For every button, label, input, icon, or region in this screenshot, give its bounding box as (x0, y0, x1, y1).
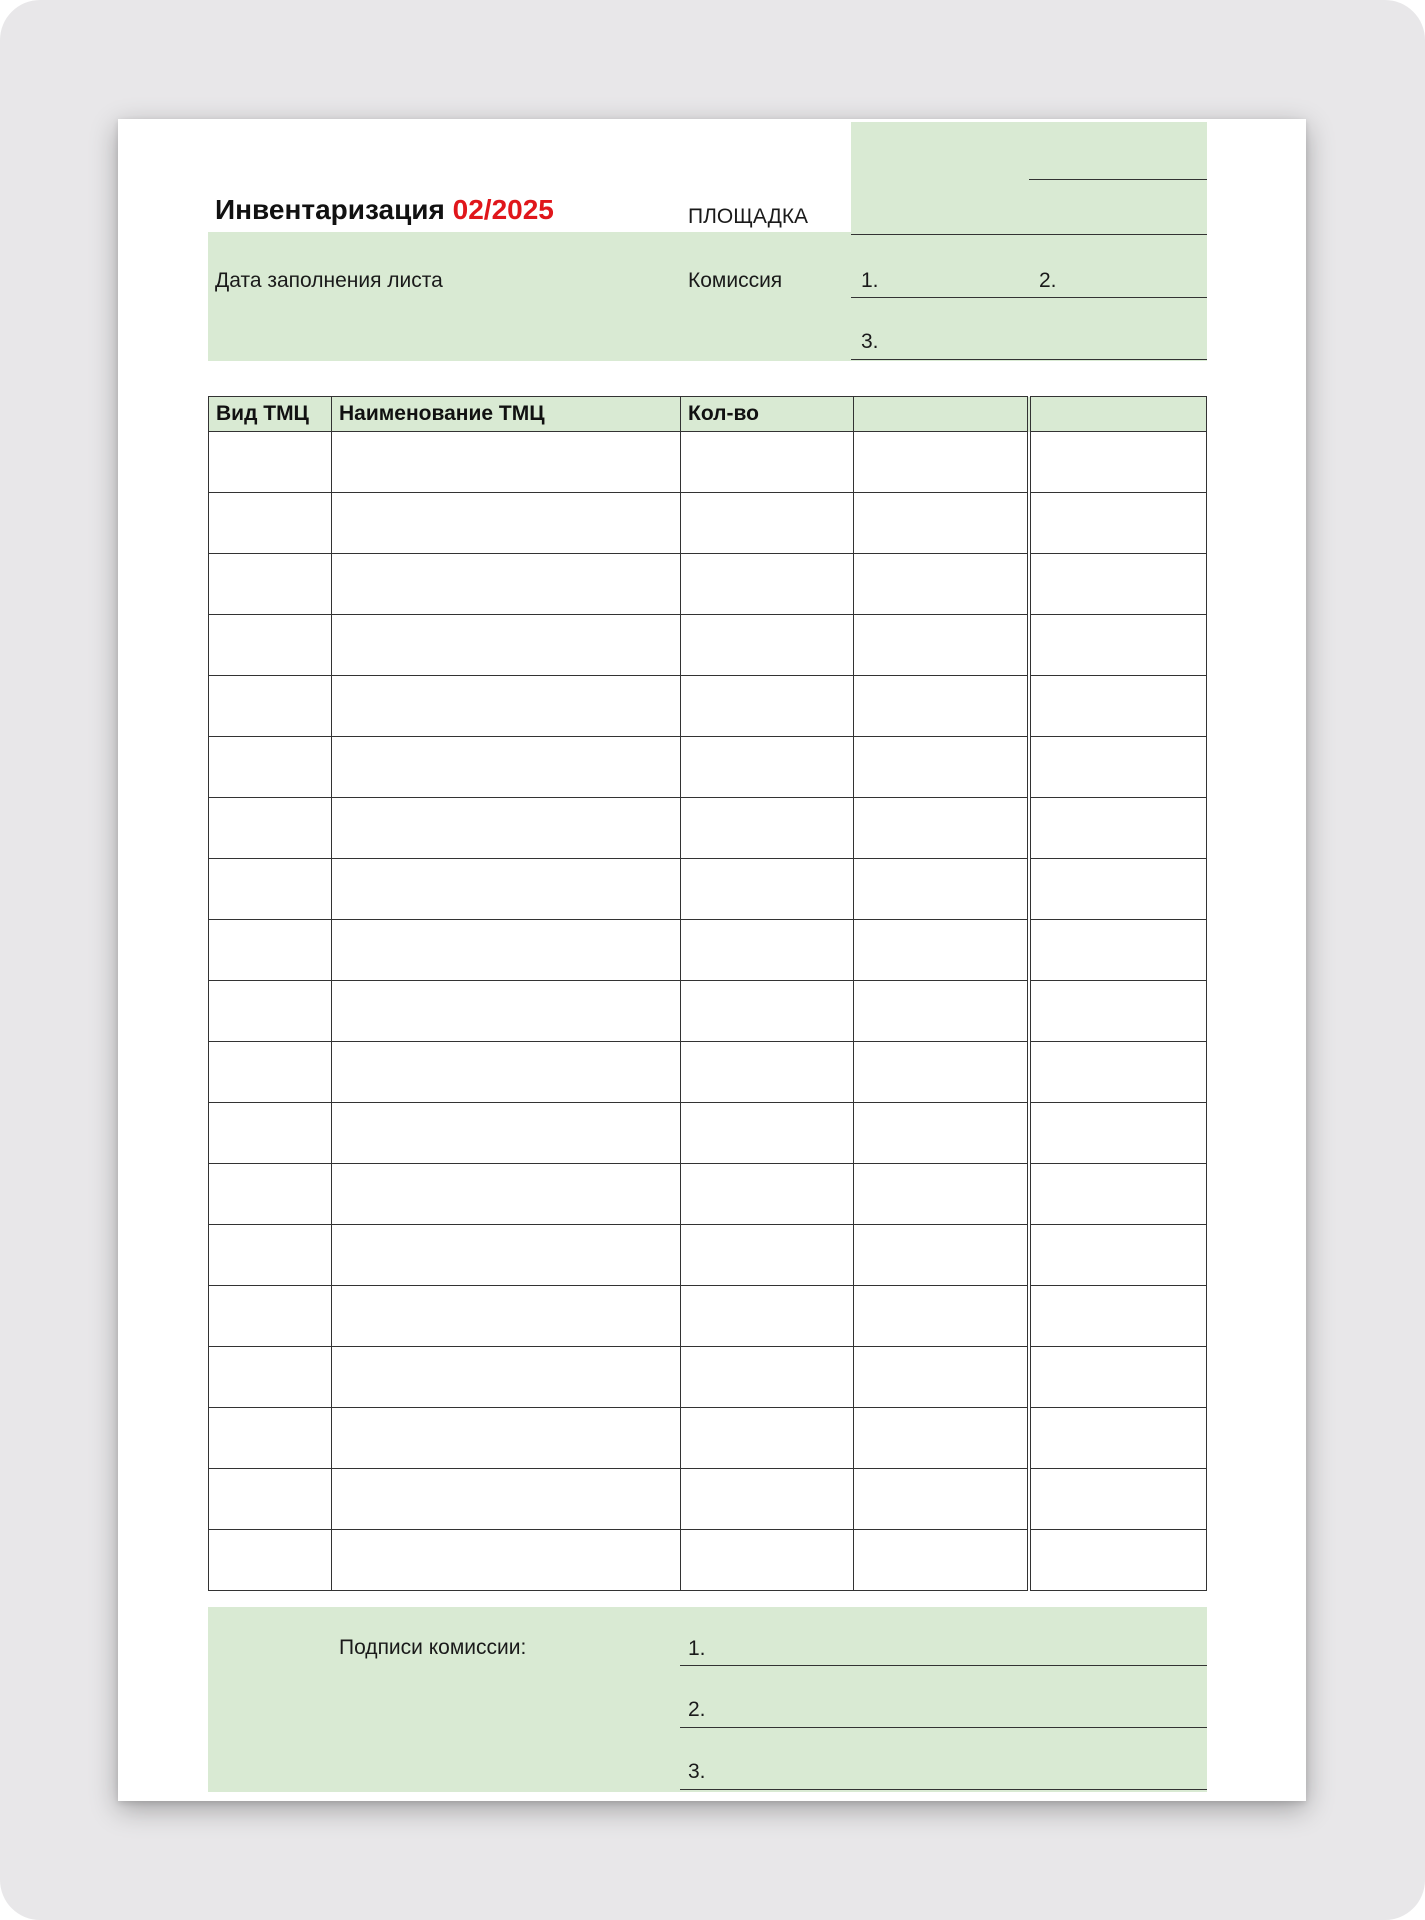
table-cell[interactable] (1029, 615, 1207, 676)
table-cell[interactable] (681, 1347, 854, 1408)
table-cell[interactable] (332, 554, 681, 615)
table-row (209, 1408, 1207, 1469)
table-cell[interactable] (681, 920, 854, 981)
table-cell[interactable] (854, 554, 1029, 615)
table-cell[interactable] (209, 493, 332, 554)
site-label: ПЛОЩАДКА (688, 205, 809, 228)
table-cell[interactable] (681, 1225, 854, 1286)
table-cell[interactable] (1029, 1164, 1207, 1225)
table-cell[interactable] (209, 1469, 332, 1530)
table-cell[interactable] (681, 432, 854, 493)
table-row (209, 554, 1207, 615)
table-cell[interactable] (854, 493, 1029, 554)
table-cell[interactable] (332, 1042, 681, 1103)
table-cell[interactable] (332, 493, 681, 554)
table-row (209, 859, 1207, 920)
column-header-name: Наименование ТМЦ (332, 397, 681, 432)
signature-slot-2: 2. (688, 1698, 706, 1721)
column-header-extra-2 (1029, 397, 1207, 432)
table-cell[interactable] (681, 1042, 854, 1103)
table-cell[interactable] (854, 798, 1029, 859)
commission-slot-3: 3. (861, 330, 879, 353)
table-cell[interactable] (1029, 1286, 1207, 1347)
fill-date-label: Дата заполнения листа (215, 269, 443, 292)
table-cell[interactable] (332, 920, 681, 981)
table-row (209, 920, 1207, 981)
table-cell[interactable] (332, 1225, 681, 1286)
table-cell[interactable] (1029, 1408, 1207, 1469)
table-row (209, 676, 1207, 737)
table-cell[interactable] (209, 1042, 332, 1103)
site-field-underline[interactable] (851, 234, 1207, 235)
table-cell[interactable] (332, 1164, 681, 1225)
table-cell[interactable] (332, 1286, 681, 1347)
table-cell[interactable] (209, 1225, 332, 1286)
signature-line-3[interactable] (680, 1789, 1207, 1790)
table-cell[interactable] (681, 493, 854, 554)
table-cell[interactable] (209, 1408, 332, 1469)
commission-slot-2: 2. (1039, 269, 1057, 292)
table-cell[interactable] (332, 798, 681, 859)
table-row (209, 1530, 1207, 1591)
table-row (209, 798, 1207, 859)
table-cell[interactable] (209, 981, 332, 1042)
table-cell[interactable] (1029, 737, 1207, 798)
table-cell[interactable] (854, 1469, 1029, 1530)
table-cell[interactable] (681, 615, 854, 676)
table-cell[interactable] (1029, 432, 1207, 493)
table-cell[interactable] (209, 1103, 332, 1164)
table-cell[interactable] (1029, 1042, 1207, 1103)
table-row (209, 1286, 1207, 1347)
table-cell[interactable] (854, 1530, 1029, 1591)
table-cell[interactable] (209, 1347, 332, 1408)
table-cell[interactable] (1029, 1103, 1207, 1164)
title-text: Инвентаризация (215, 194, 445, 225)
table-cell[interactable] (209, 1164, 332, 1225)
column-header-type: Вид ТМЦ (209, 397, 332, 432)
table-cell[interactable] (209, 432, 332, 493)
page-title (215, 194, 554, 226)
table-row (209, 981, 1207, 1042)
table-cell[interactable] (681, 981, 854, 1042)
column-header-extra-1 (854, 397, 1029, 432)
table-cell[interactable] (854, 1408, 1029, 1469)
table-cell[interactable] (854, 859, 1029, 920)
signatures-label: Подписи комиссии: (339, 1636, 527, 1659)
table-cell[interactable] (854, 737, 1029, 798)
site-field-bg (851, 122, 1207, 232)
table-cell[interactable] (209, 737, 332, 798)
table-cell[interactable] (209, 798, 332, 859)
table-cell[interactable] (854, 432, 1029, 493)
table-cell[interactable] (1029, 798, 1207, 859)
signature-slot-1: 1. (688, 1637, 706, 1660)
table-cell[interactable] (209, 676, 332, 737)
table-cell[interactable] (1029, 981, 1207, 1042)
table-cell[interactable] (332, 737, 681, 798)
commission-slot-1: 1. (861, 269, 879, 292)
table-cell[interactable] (681, 1103, 854, 1164)
table-cell[interactable] (1029, 493, 1207, 554)
table-cell[interactable] (1029, 859, 1207, 920)
commission-line-1[interactable] (851, 297, 1207, 298)
table-cell[interactable] (209, 859, 332, 920)
table-cell[interactable] (854, 1225, 1029, 1286)
table-cell[interactable] (681, 798, 854, 859)
table-row (209, 1225, 1207, 1286)
table-cell[interactable] (854, 920, 1029, 981)
table-body (209, 432, 1207, 1591)
table-cell[interactable] (854, 1347, 1029, 1408)
signature-line-1[interactable] (680, 1665, 1207, 1666)
table-cell[interactable] (854, 981, 1029, 1042)
table-row (209, 493, 1207, 554)
signature-line-2[interactable] (680, 1727, 1207, 1728)
table-cell[interactable] (332, 1408, 681, 1469)
table-cell[interactable] (332, 615, 681, 676)
signatures-bg (208, 1607, 1207, 1792)
table-cell[interactable] (1029, 554, 1207, 615)
period-text: 02/2025 (452, 194, 554, 225)
signature-slot-3: 3. (688, 1760, 706, 1783)
table-cell[interactable] (854, 676, 1029, 737)
table-cell[interactable] (681, 1530, 854, 1591)
table-cell[interactable] (1029, 1225, 1207, 1286)
table-cell[interactable] (209, 1530, 332, 1591)
table-cell[interactable] (681, 676, 854, 737)
table-cell[interactable] (209, 554, 332, 615)
table-cell[interactable] (681, 1164, 854, 1225)
table-cell[interactable] (332, 1530, 681, 1591)
table-cell[interactable] (854, 615, 1029, 676)
inventory-table (208, 396, 1207, 1591)
table-row (209, 1042, 1207, 1103)
table-cell[interactable] (332, 1347, 681, 1408)
table-header-row (209, 397, 1207, 432)
table-cell[interactable] (854, 1042, 1029, 1103)
table-cell[interactable] (209, 920, 332, 981)
table-cell[interactable] (681, 737, 854, 798)
table-cell[interactable] (681, 859, 854, 920)
table-cell[interactable] (332, 432, 681, 493)
column-header-quantity: Кол-во (681, 397, 854, 432)
table-cell[interactable] (1029, 1469, 1207, 1530)
table-cell[interactable] (681, 1408, 854, 1469)
table-row (209, 737, 1207, 798)
site-field-line[interactable] (1029, 179, 1207, 180)
table-cell[interactable] (1029, 920, 1207, 981)
table-cell[interactable] (209, 1286, 332, 1347)
table-cell[interactable] (332, 1469, 681, 1530)
table-cell[interactable] (854, 1286, 1029, 1347)
table-cell[interactable] (681, 1469, 854, 1530)
table-cell[interactable] (1029, 1347, 1207, 1408)
table-cell[interactable] (332, 676, 681, 737)
table-cell[interactable] (209, 615, 332, 676)
table-cell[interactable] (332, 981, 681, 1042)
table-row (209, 615, 1207, 676)
table-cell[interactable] (854, 1103, 1029, 1164)
table-cell[interactable] (1029, 676, 1207, 737)
table-cell[interactable] (854, 1164, 1029, 1225)
table-cell[interactable] (332, 859, 681, 920)
commission-line-2[interactable] (851, 359, 1207, 360)
table-cell[interactable] (332, 1103, 681, 1164)
table-cell[interactable] (1029, 1530, 1207, 1591)
table-row (209, 1164, 1207, 1225)
table-row (209, 432, 1207, 493)
table-row (209, 1103, 1207, 1164)
table-row (209, 1469, 1207, 1530)
table-row (209, 1347, 1207, 1408)
commission-label: Комиссия (688, 269, 783, 292)
table-cell[interactable] (681, 1286, 854, 1347)
inventory-sheet (118, 119, 1306, 1801)
table-cell[interactable] (681, 554, 854, 615)
